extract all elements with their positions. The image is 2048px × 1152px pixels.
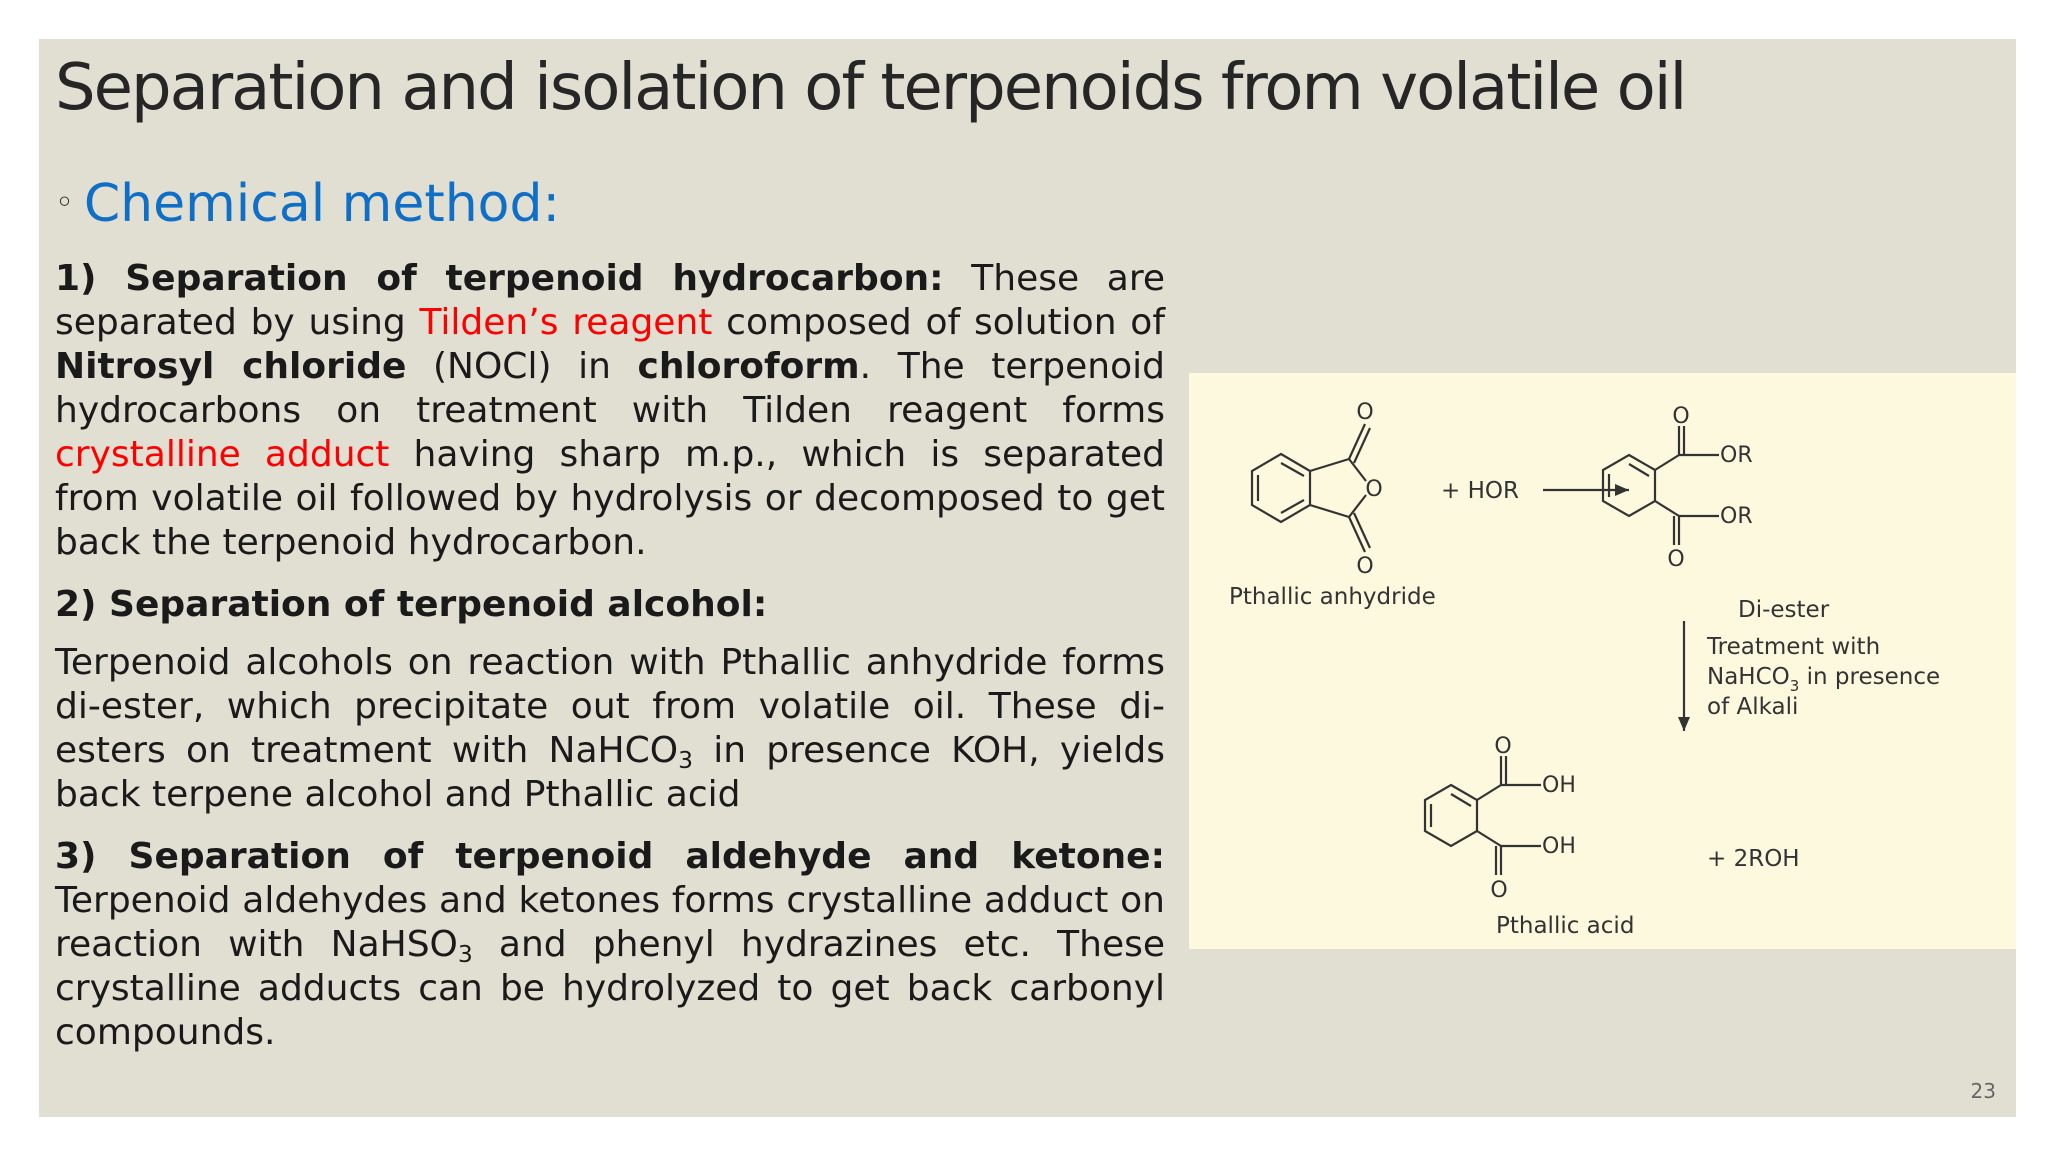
slide-title: Separation and isolation of terpenoids from volatile oil	[55, 51, 1686, 125]
reagent-label: + HOR	[1441, 478, 1519, 504]
body-text	[55, 257, 1165, 1073]
bullet-icon: ◦	[55, 183, 74, 221]
atom-label: O	[1356, 554, 1374, 579]
diester-structure	[1603, 426, 1719, 545]
bold-term: Nitrosyl chloride	[55, 346, 407, 387]
atom-label: OH	[1542, 834, 1576, 859]
acid-label: Pthallic acid	[1496, 913, 1635, 939]
atom-label: OR	[1720, 504, 1753, 529]
subscript: 3	[457, 940, 473, 968]
bold-term: chloroform	[637, 346, 860, 387]
phthalic-acid-structure	[1425, 756, 1541, 875]
page-number: 23	[1970, 1079, 1996, 1103]
atom-label: O	[1356, 400, 1374, 425]
text-run: in presence KOH, yields back terpene alcohol and Pthallic acid	[55, 730, 1165, 815]
subheading-text: Chemical method:	[83, 174, 560, 234]
atom-label: O	[1494, 734, 1512, 759]
atom-label: O	[1667, 547, 1685, 572]
section-heading: 2) Separation of terpenoid alcohol:	[55, 584, 768, 625]
text-run: . The terpenoid hydrocarbons on treatment with Tilden reagent forms	[55, 346, 1165, 431]
reaction-diagram	[1189, 373, 2016, 949]
anhydride-label: Pthallic anhydride	[1229, 584, 1436, 610]
atom-label: O	[1365, 477, 1383, 502]
section-hydrocarbon	[55, 257, 1165, 565]
text-run: Terpenoid alcohols on reaction with Pthallic anhydride forms di-ester, which precipitate out from volatile oil. These di-esters on treatment with NaHCO	[55, 642, 1165, 771]
atom-label: OR	[1720, 443, 1753, 468]
section-aldehyde-ketone	[55, 835, 1165, 1055]
slide	[39, 39, 2016, 1117]
diester-label: Di-ester	[1738, 597, 1830, 623]
section-heading: 3) Separation of terpenoid aldehyde and ketone:	[55, 836, 1165, 877]
text-run: having sharp m.p., which is separated from volatile oil followed by hydrolysis or decomposed to get back the terpenoid hydrocarbon.	[55, 434, 1166, 563]
highlight-red: crystalline adduct	[55, 434, 390, 475]
text-run: (NOCl) in	[406, 346, 638, 387]
section-alcohol	[55, 641, 1165, 817]
atom-label: O	[1672, 404, 1690, 429]
section-heading: 1) Separation of terpenoid hydrocarbon:	[55, 258, 944, 299]
subscript: 3	[678, 746, 693, 774]
byproduct-label: + 2ROH	[1707, 846, 1800, 872]
text-run: Terpenoid aldehydes and ketones forms crystalline adduct on reaction with NaHSO	[55, 880, 1165, 965]
treatment-label: NaHCO$_3$ in presence	[1707, 664, 1941, 695]
treatment-label: Treatment with	[1707, 634, 1881, 660]
arrow-head-icon	[1615, 484, 1629, 496]
subheading	[55, 174, 560, 234]
text-run: composed of solution of	[712, 302, 1165, 343]
treatment-label: of Alkali	[1707, 694, 1799, 720]
section-alcohol-heading	[55, 583, 1165, 627]
arrow-head-icon	[1678, 717, 1690, 731]
highlight-red: Tilden’s reagent	[419, 302, 713, 343]
phthalic-anhydride-structure	[1252, 424, 1370, 552]
text-run: These are separated by using	[55, 258, 1166, 343]
text-run: and phenyl hydrazines etc. These crystalline adducts can be hydrolyzed to get back carbonyl compounds.	[55, 924, 1165, 1053]
atom-label: OH	[1542, 773, 1576, 798]
atom-label: O	[1490, 878, 1508, 903]
reaction-scheme	[1189, 373, 2016, 949]
